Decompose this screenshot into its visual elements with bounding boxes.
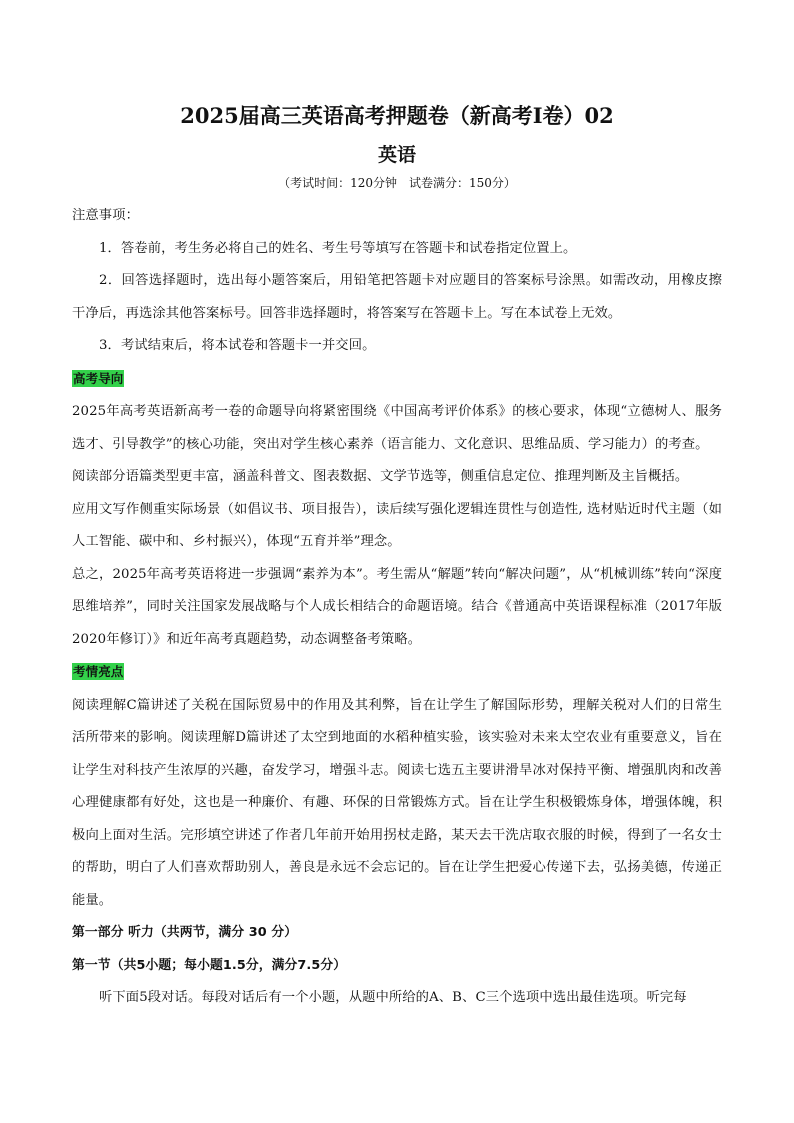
guide-label-row (72, 363, 722, 397)
page-title: 2025届高三英语高考押题卷（新高考I卷）02 (180, 103, 614, 128)
guide-paragraph-4: 总之，2025年高考英语将进一步强调“素养为本”。考生需从“解题”转向“解决问题”，从“机械训练”转向“深度思维培养”，同时关注国家发展战略与个人成长相结合的命题语境。结合《普通高中英语课程标准（2017年版2020年修订）》和近年高考真题趋势，动态调整备考策略。 (72, 566, 722, 647)
part1-heading: 第一部分 听力（共两节，满分 30 分） (72, 925, 298, 940)
highlights-label-row (72, 656, 722, 690)
subject-title: 英语 (377, 144, 416, 166)
highlights-label: 考情亮点 (73, 664, 124, 679)
listening-instruction: 听下面5段对话。每段对话后有一个小题，从题中所给的A、B、C三个选项中选出最佳选项。听完每 (99, 990, 687, 1005)
guide-label: 高考导向 (73, 370, 124, 386)
exam-info: （考试时间：120分钟 试卷满分：150分） (278, 176, 516, 190)
notice-item-1: 1．答卷前，考生务必将自己的姓名、考生号等填写在答题卡和试卷指定位置上。 (99, 240, 577, 256)
highlights-paragraph: 阅读理解C篇讲述了关税在国际贸易中的作用及其利弊，旨在让学生了解国际形势，理解关税对人们的日常生活所带来的影响。阅读理解D篇讲述了太空到地面的水稻种植实验，该实验对未来太空农业有重要意义，旨在让学生对科技产生浓厚的兴趣，奋发学习，增强斗志。阅读七选五主要讲滑旱冰对保持平衡、增强肌肉和改善心理健康都有好处，这也是一种廉价、有趣、环保的日常锻炼方式。旨在让学生积极锻炼身体，增强体魄，积极向上面对生活。完形填空讲述了作者几年前开始用拐杖走路，某天去干洗店取衣服的时候，得到了一名女士的帮助，明白了人们喜欢帮助别人，善良是永远不会忘记的。旨在让学生把爱心传递下去，弘扬美德，传递正能量。 (72, 697, 722, 908)
notice-heading: 注意事项： (72, 208, 139, 223)
guide-paragraph-1: 2025年高考英语新高考一卷的命题导向将紧密围绕《中国高考评价体系》的核心要求，体现“立德树人、服务选才、引导教学”的核心功能，突出对学生核心素养（语言能力、文化意识、思维品质、学习能力）的考查。 (72, 404, 722, 452)
guide-paragraph-2: 阅读部分语篇类型更丰富，涵盖科普文、图表数据、文学节选等，侧重信息定位、推理判断及主旨概括。 (72, 469, 689, 484)
guide-paragraph-3: 应用文写作侧重实际场景（如倡议书、项目报告），读后续写强化逻辑连贯性与创造性, 选材贴近时代主题（如人工智能、碳中和、乡村振兴），体现“五育并举”理念。 (72, 501, 722, 549)
section1-heading: 第一节（共5小题；每小题1.5分，满分7.5分） (72, 957, 347, 973)
notice-item-2: 2．回答选择题时，选出每小题答案后，用铅笔把答题卡对应题目的答案标号涂黑。如需改动，用橡皮擦干净后，再选涂其他答案标号。回答非选择题时，将答案写在答题卡上。写在本试卷上无效。 (72, 273, 722, 321)
notice-item-3: 3．考试结束后，将本试卷和答题卡一并交回。 (99, 338, 376, 353)
